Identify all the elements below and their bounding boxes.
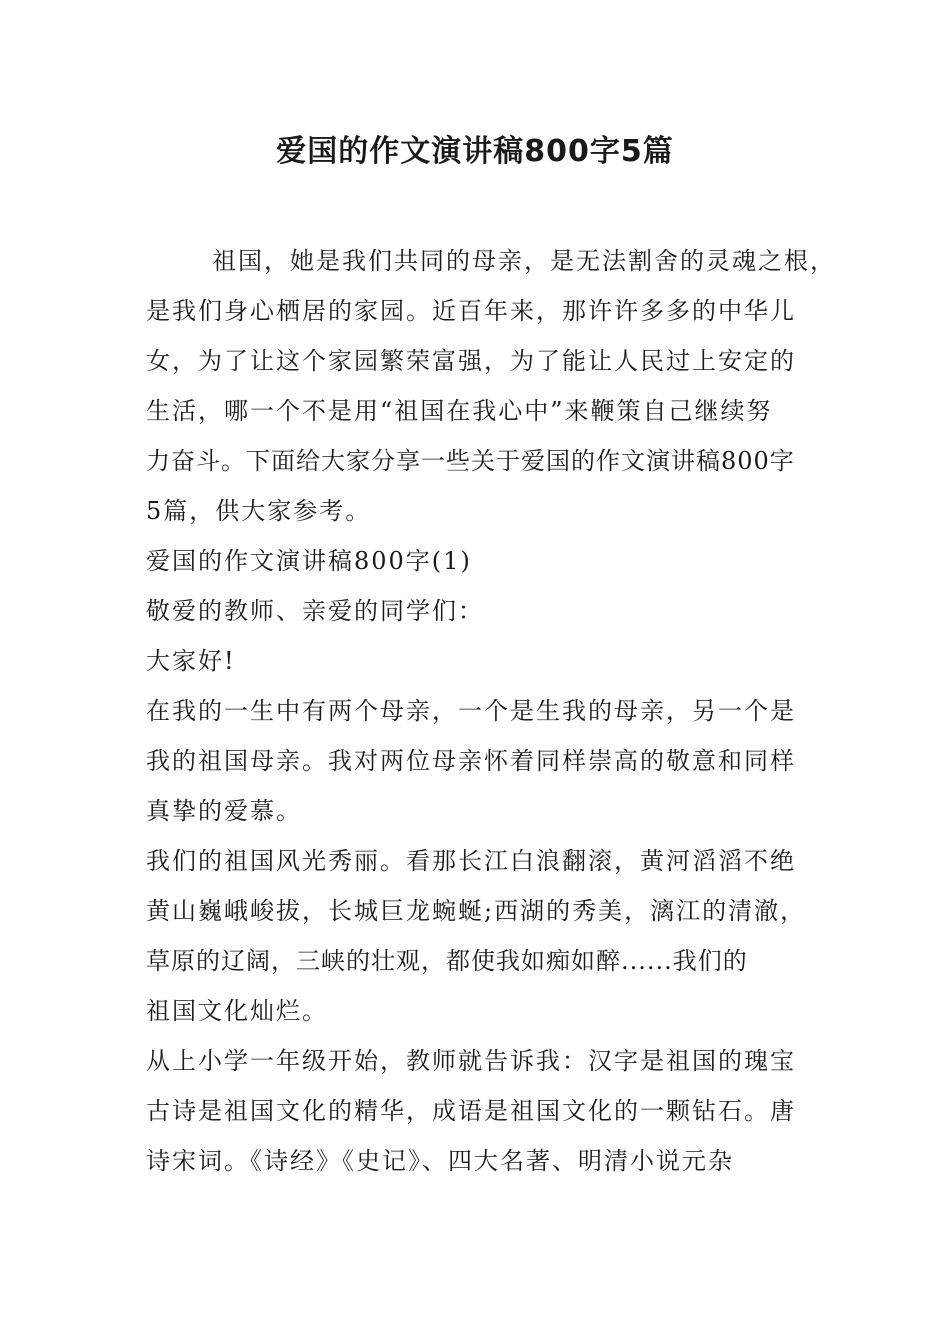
document-title: 爱国的作文演讲稿800字5篇 [276,134,674,169]
body-line: 我的祖国母亲。我对两位母亲怀着同样崇高的敬意和同样 [146,747,796,775]
body-line: 生活，哪一个不是用“祖国在我心中”来鞭策自己继续努 [146,397,773,425]
section-heading: 爱国的作文演讲稿800字(1) [146,547,472,575]
document-body [146,236,836,1186]
body-line: 黄山巍峨峻拔，长城巨龙蜿蜒;西湖的秀美，漓江的清澈， [146,897,807,925]
body-line: 在我的一生中有两个母亲，一个是生我的母亲，另一个是 [146,697,796,725]
body-line: 真挚的爱慕。 [146,797,302,825]
body-line: 从上小学一年级开始，教师就告诉我：汉字是祖国的瑰宝 [146,1047,796,1075]
greeting: 大家好! [146,647,236,675]
body-line: 古诗是祖国文化的精华，成语是祖国文化的一颗钻石。唐 [146,1097,796,1125]
body-line: 草原的辽阔，三峡的壮观，都使我如痴如醉......我们的 [146,947,748,975]
body-line: 我们的祖国风光秀丽。看那长江白浪翻滚，黄河滔滔不绝 [146,847,796,875]
body-line: 是我们身心栖居的家园。近百年来，那许许多多的中华儿 [146,297,796,325]
body-line: 祖国，她是我们共同的母亲，是无法割舍的灵魂之根， [212,247,836,275]
body-line: 祖国文化灿烂。 [146,997,328,1025]
body-line: 力奋斗。下面给大家分享一些关于爱国的作文演讲稿800字 [146,447,795,475]
body-line: 诗宋词。《诗经》《史记》、四大名著、明清小说元杂 [146,1147,734,1175]
body-line: 5篇，供大家参考。 [146,497,372,525]
body-line: 女，为了让这个家园繁荣富强，为了能让人民过上安定的 [146,347,796,375]
salutation: 敬爱的教师、亲爱的同学们： [146,597,484,625]
